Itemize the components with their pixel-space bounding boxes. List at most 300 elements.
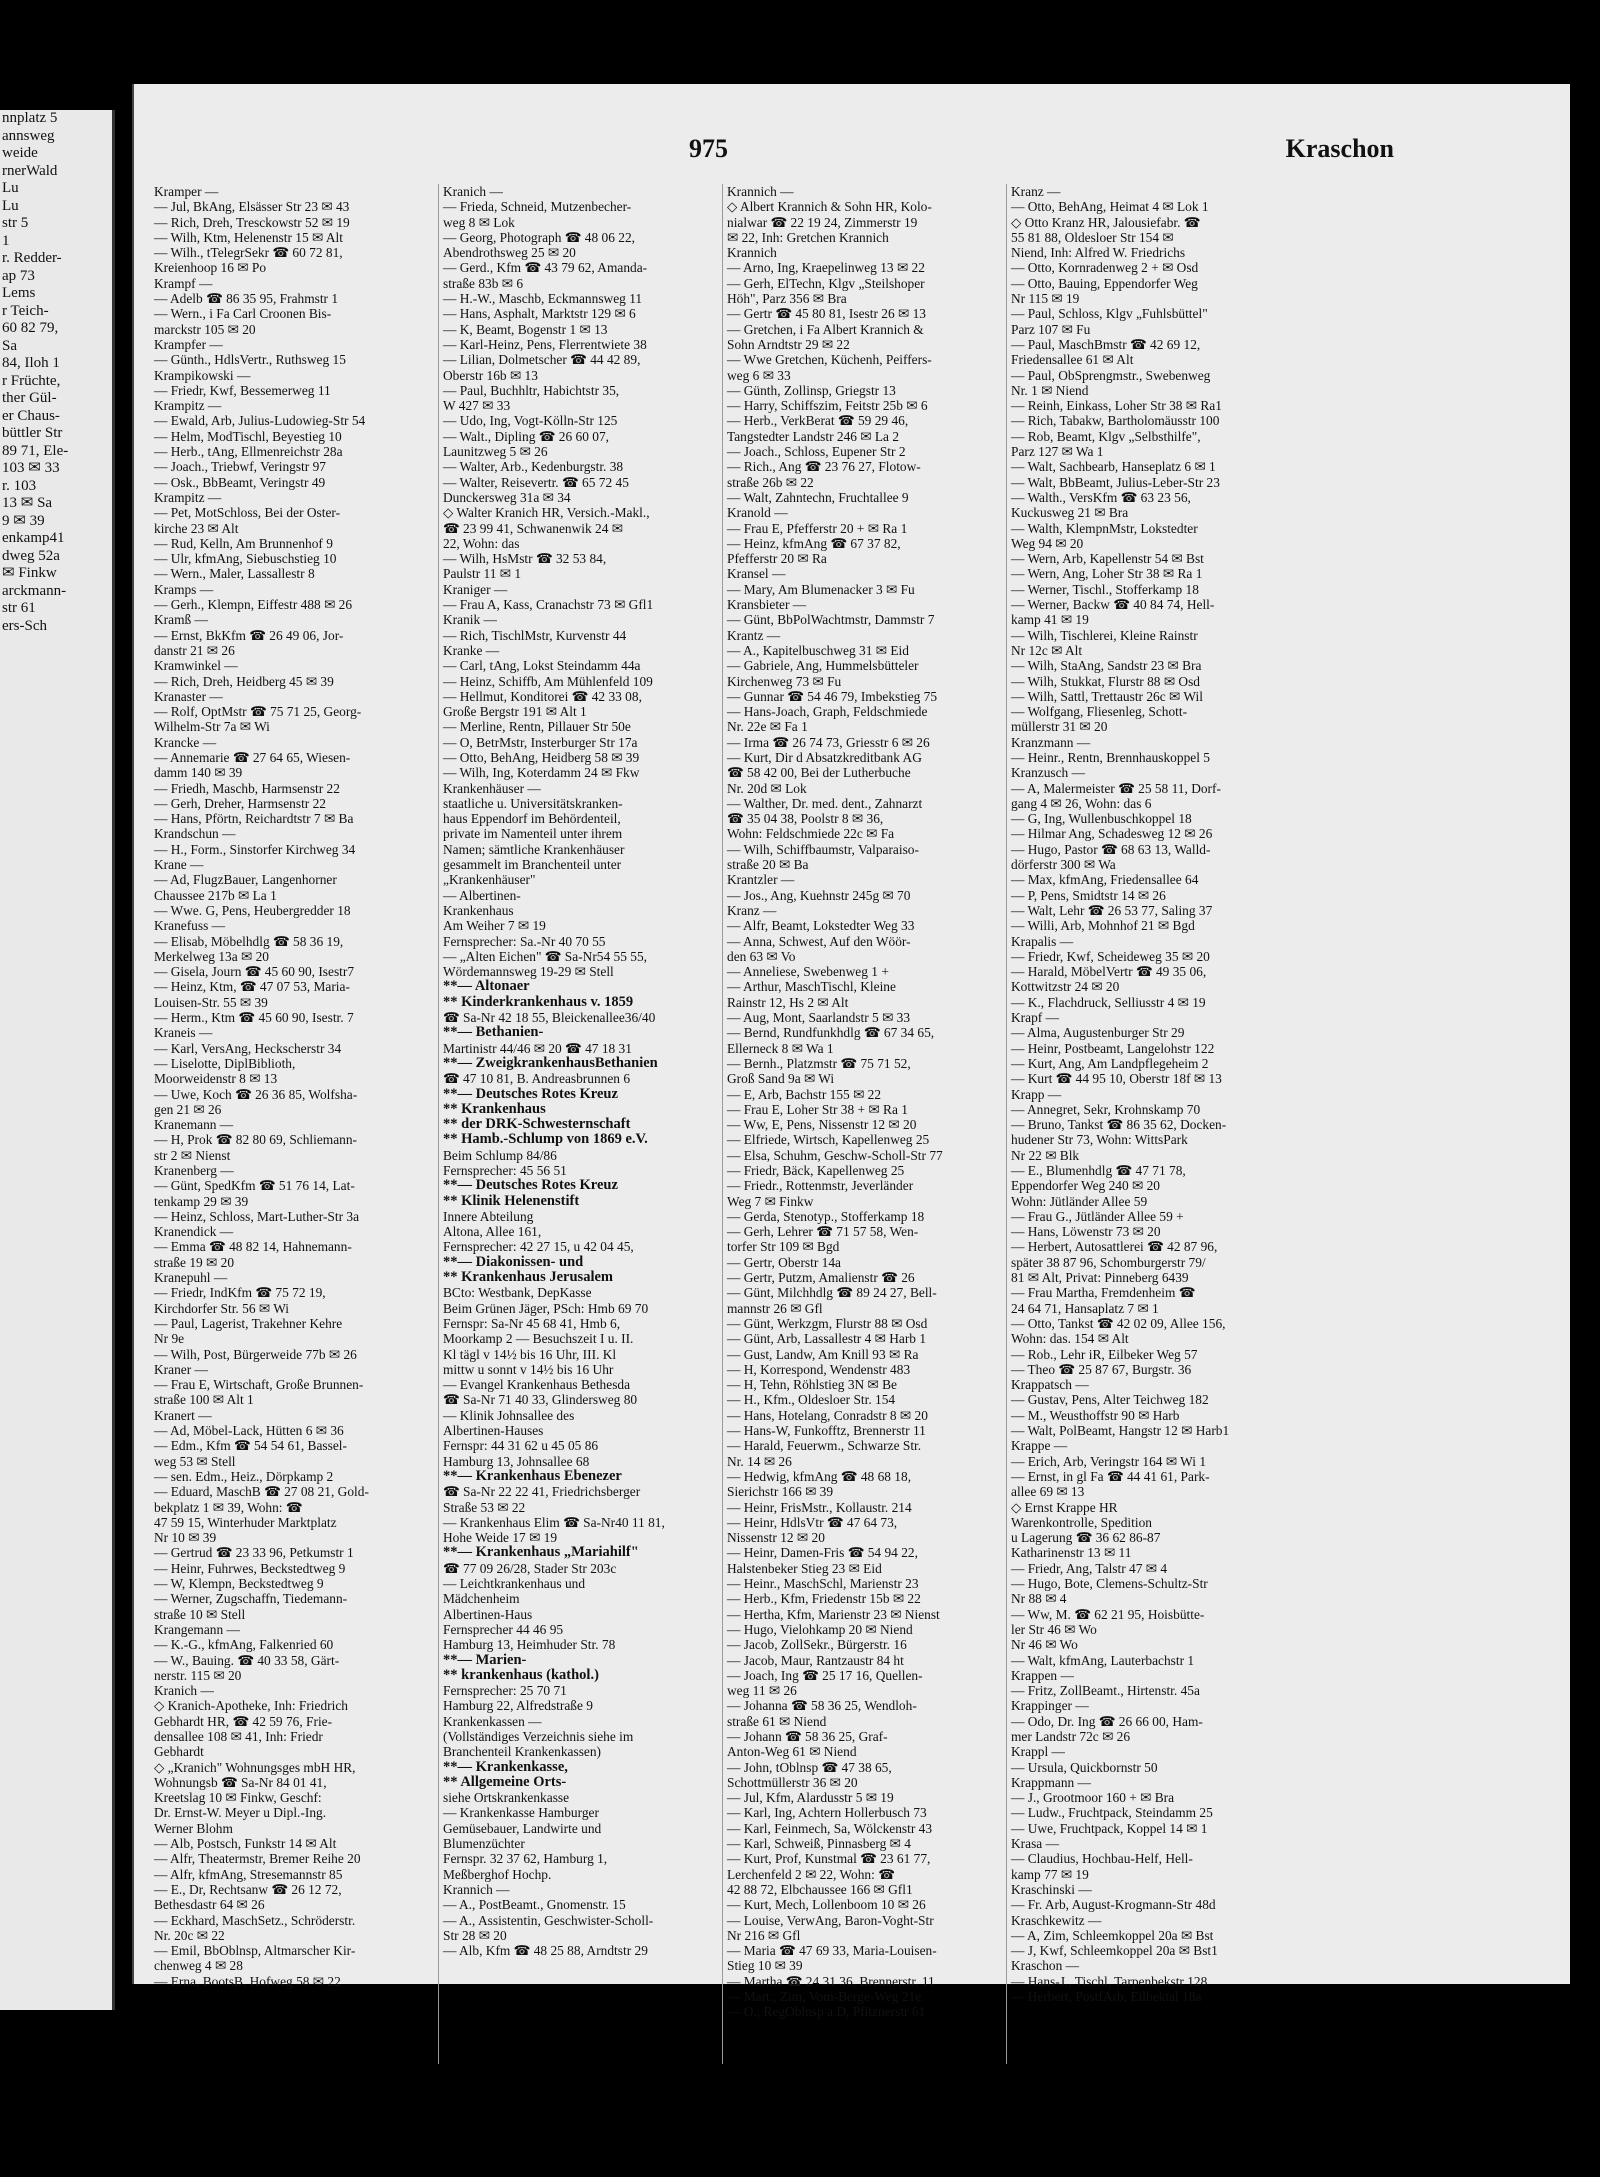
directory-entry-line: straße 20 ✉ Ba: [727, 857, 809, 873]
directory-entry-line: — Joach, Ing ☎ 25 17 16, Quellen-: [727, 1667, 923, 1683]
directory-entry-line: — Otto, Tankst ☎ 42 02 09, Allee 156,: [1011, 1315, 1226, 1331]
directory-entry-line: Krampf —: [154, 275, 213, 291]
directory-entry-line: straße 26b ✉ 22: [727, 474, 814, 490]
column-4: [1006, 184, 1286, 2064]
directory-entry-line: — Reinh, Einkass, Loher Str 38 ✉ Ra1: [1011, 398, 1222, 414]
directory-entry-line: Altona, Allee 161,: [443, 1224, 542, 1240]
directory-entry-line: Kranemann —: [154, 1117, 234, 1133]
directory-entry-line: Krampitz —: [154, 398, 222, 414]
directory-entry-line: — Johann ☎ 58 36 25, Graf-: [727, 1728, 888, 1744]
directory-entry-line: — Herb., Kfm, Friedenstr 15b ✉ 22: [727, 1591, 921, 1607]
directory-entry-line: — Günt, Werkzgm, Flurstr 88 ✉ Osd: [727, 1315, 928, 1331]
directory-entry-line: — Heinz, Schiffb, Am Mühlenfeld 109: [443, 673, 653, 689]
directory-entry-line: — Gerh, Lehrer ☎ 71 57 58, Wen-: [727, 1224, 919, 1240]
directory-entry-line: — Aug, Mont, Saarlandstr 5 ✉ 33: [727, 1010, 911, 1026]
directory-entry-line: — Alb, Postsch, Funkstr 14 ✉ Alt: [154, 1836, 337, 1852]
directory-entry-line: — Elisab, Möbelhdlg ☎ 58 36 19,: [154, 933, 344, 949]
directory-entry-line: — Ad, Möbel-Lack, Hütten 6 ✉ 36: [154, 1423, 344, 1439]
directory-entry-line: — Heinr, Postbeamt, Langelohstr 122: [1011, 1040, 1215, 1056]
directory-entry-line: — Annegret, Sekr, Krohnskamp 70: [1011, 1101, 1201, 1117]
directory-entry-line: — K., Flachdruck, Selliusstr 4 ✉ 19: [1011, 994, 1206, 1010]
directory-entry-line: Krampikowski —: [154, 367, 251, 383]
directory-entry-line: — Paul, Buchhltr, Habichtstr 35,: [443, 382, 620, 398]
directory-entry-line: Groß Sand 9a ✉ Wi: [727, 1071, 835, 1087]
directory-entry-line: — Friedr., Rottenmstr, Jeverländer: [727, 1178, 914, 1194]
directory-entry-line: Fernspr: Sa-Nr 45 68 41, Hmb 6,: [443, 1315, 621, 1331]
directory-entry-line: — Günt, SpedKfm ☎ 51 76 14, Lat-: [154, 1178, 355, 1194]
directory-entry-line: Parz 107 ✉ Fu: [1011, 321, 1091, 337]
facing-page-line: r. Redder-: [2, 250, 62, 266]
directory-entry-line: — Gust, Landw, Am Knill 93 ✉ Ra: [727, 1346, 919, 1362]
page-header: [134, 134, 1574, 174]
directory-entry-line: Kranz —: [727, 902, 777, 918]
directory-entry-line: nerstr. 115 ✉ 20: [154, 1667, 242, 1683]
directory-entry-line: bekplatz 1 ✉ 39, Wohn: ☎: [154, 1499, 303, 1515]
directory-entry-line: — Gerda, Stenotyp., Stofferkamp 18: [727, 1208, 925, 1224]
directory-entry-line: — Merline, Rentn, Pillauer Str 50e: [443, 719, 631, 735]
directory-entry-line: — Walt., Dipling ☎ 26 60 07,: [443, 428, 609, 444]
running-head: Kraschon: [1285, 134, 1394, 163]
directory-entry-line: — Arthur, MaschTischl, Kleine: [727, 979, 896, 995]
directory-entry-line: Am Weiher 7 ✉ 19: [443, 918, 546, 934]
directory-entry-line: Kranendick —: [154, 1224, 234, 1240]
directory-entry-line: — Wilh, Tischlerei, Kleine Rainstr: [1011, 627, 1198, 643]
directory-entry-line: — Heinr., Rentn, Brennhauskoppel 5: [1011, 749, 1210, 765]
directory-entry-line: Dr. Ernst-W. Meyer u Dipl.-Ing.: [154, 1805, 327, 1821]
directory-entry-line: **— Marien-: [443, 1651, 527, 1668]
directory-columns: [144, 184, 1264, 2054]
directory-entry-line: — Walt, Zahntechn, Fruchtallee 9: [727, 489, 909, 505]
directory-entry-line: — K, Beamt, Bogenstr 1 ✉ 13: [443, 321, 608, 337]
directory-entry-line: — Walt, kfmAng, Lauterbachstr 1: [1011, 1652, 1195, 1668]
directory-entry-line: — Wern, Arb, Kapellenstr 54 ✉ Bst: [1011, 551, 1204, 567]
directory-entry-line: — Wilh, Sattl, Trettaustr 26c ✉ Wil: [1011, 688, 1203, 704]
facing-page-line: rnerWald: [2, 162, 58, 179]
directory-entry-line: Kraniger —: [443, 581, 508, 597]
directory-entry-line: Dunckersweg 31a ✉ 34: [443, 489, 571, 505]
directory-entry-line: Kranz —: [1011, 184, 1061, 199]
directory-entry-line: — Gerh., Klempn, Eiffestr 488 ✉ 26: [154, 597, 353, 613]
directory-entry-line: torfer Str 109 ✉ Bgd: [727, 1239, 840, 1255]
directory-entry-line: — Karl, Feinmech, Sa, Wölckenstr 43: [727, 1820, 933, 1836]
directory-entry-line: — Louise, VerwAng, Baron-Voght-Str: [727, 1912, 934, 1928]
facing-page-line: er Chaus-: [2, 407, 60, 424]
directory-entry-line: Nr 10 ✉ 39: [154, 1530, 217, 1546]
directory-entry-line: — Gertr, Putzm, Amalienstr ☎ 26: [727, 1270, 915, 1286]
facing-page-line: ✉ Finkw: [2, 565, 57, 581]
facing-page-line: enkamp41: [2, 530, 65, 546]
facing-page-line: r. 103: [2, 477, 37, 494]
directory-entry-line: Fernspr: 44 31 62 u 45 05 86: [443, 1438, 599, 1454]
directory-entry-line: Wohn: Jütländer Allee 59: [1011, 1193, 1148, 1209]
directory-entry-line: W 427 ✉ 33: [443, 398, 511, 414]
directory-entry-line: — Heinz, kfmAng ☎ 67 37 82,: [727, 535, 901, 551]
facing-page-lines: [0, 110, 112, 635]
facing-page-line: weide: [2, 145, 38, 161]
directory-entry-line: — E, Arb, Bachstr 155 ✉ 22: [727, 1086, 882, 1102]
facing-page-line: r Teich-: [2, 302, 49, 319]
directory-entry-line: Krannich —: [727, 184, 794, 199]
directory-entry-line: — Jos., Ang, Kuehnstr 245g ✉ 70: [727, 887, 911, 903]
directory-entry-line: — M., Weusthoffstr 90 ✉ Harb: [1011, 1407, 1180, 1423]
directory-entry-line: marckstr 105 ✉ 20: [154, 321, 256, 337]
facing-page-line: Lems: [2, 285, 36, 301]
directory-entry-line: Krapp —: [1011, 1086, 1062, 1102]
directory-entry-line: — Heinr, FrisMstr., Kollaustr. 214: [727, 1499, 912, 1515]
directory-entry-line: Kreienhoop 16 ✉ Po: [154, 260, 267, 276]
facing-page-line: Sa: [2, 337, 17, 354]
directory-entry-line: — Krankenhaus Elim ☎ Sa-Nr40 11 81,: [443, 1514, 665, 1530]
directory-entry-line: Abendrothsweg 25 ✉ 20: [443, 245, 576, 261]
directory-entry-line: Krankenhaus: [443, 902, 514, 918]
directory-entry-line: Gebhardt: [154, 1744, 204, 1760]
directory-entry-line: — Frau Martha, Fremdenheim ☎: [1011, 1285, 1196, 1301]
column-3: [722, 184, 1002, 2064]
directory-entry-line: ** Krankenhaus: [443, 1100, 546, 1117]
directory-entry-line: — Heinr, Fuhrwes, Beckstedtweg 9: [154, 1560, 346, 1576]
facing-page-line: ers-Sch: [2, 617, 47, 634]
directory-entry-line: Beim Grünen Jäger, PSch: Hmb 69 70: [443, 1300, 649, 1316]
directory-entry-line: — Bruno, Tankst ☎ 86 35 62, Docken-: [1011, 1117, 1227, 1133]
directory-entry-line: **— Deutsches Rotes Kreuz: [443, 1085, 618, 1102]
directory-entry-line: Stieg 10 ✉ 39: [727, 1958, 803, 1974]
directory-entry-line: — Erich, Arb, Veringstr 164 ✉ Wi 1: [1011, 1453, 1207, 1469]
directory-entry-line: Paulstr 11 ✉ 1: [443, 566, 522, 582]
directory-entry-line: — O., RegOblnsp a.D, Pfitznerstr 61: [727, 2004, 926, 2020]
directory-entry-line: später 38 87 96, Schomburgerstr 79/: [1011, 1254, 1206, 1270]
directory-entry-line: — Karl, VersAng, Heckscherstr 34: [154, 1040, 342, 1056]
directory-entry-line: — Emil, BbOblnsp, Altmarscher Kir-: [154, 1943, 356, 1959]
directory-entry-line: ◇ Kranich-Apotheke, Inh: Friedrich: [154, 1698, 348, 1714]
directory-entry-line: densallee 108 ✉ 41, Inh: Friedr: [154, 1728, 323, 1744]
directory-entry-line: Sohn Arndtstr 29 ✉ 22: [727, 336, 850, 352]
directory-entry-line: — Heinr, HdlsVtr ☎ 47 64 73,: [727, 1514, 898, 1530]
directory-entry-line: Launitzweg 5 ✉ 26: [443, 444, 548, 460]
directory-entry-line: straße 19 ✉ 20: [154, 1254, 235, 1270]
directory-entry-line: — Liselotte, DiplBiblioth,: [154, 1055, 296, 1071]
directory-entry-line: gen 21 ✉ 26: [154, 1101, 222, 1117]
directory-entry-line: Krappe —: [1011, 1438, 1068, 1454]
directory-entry-line: — Karl, Schweiß, Pinnasberg ✉ 4: [727, 1836, 911, 1852]
directory-entry-line: Nr 216 ✉ Gfl: [727, 1927, 801, 1943]
directory-entry-line: — Herb., tAng, Ellmenreichstr 28a: [154, 444, 343, 460]
scan-border: [1570, 84, 1600, 1984]
directory-entry-line: — A., Assistentin, Geschwister-Scholl-: [443, 1912, 654, 1928]
directory-entry-line: ** Krankenhaus Jerusalem: [443, 1269, 613, 1286]
directory-entry-line: — Jacob, ZollSekr., Bürgerstr. 16: [727, 1637, 907, 1653]
directory-entry-line: 42 88 72, Elbchaussee 166 ✉ Gfl1: [727, 1881, 913, 1897]
directory-entry-line: Krappinger —: [1011, 1698, 1089, 1714]
facing-page-line: nnplatz 5: [2, 110, 58, 126]
directory-entry-line: — Günth, Zollinsp, Griegstr 13: [727, 382, 896, 398]
directory-entry-line: str 2 ✉ Nienst: [154, 1147, 231, 1163]
directory-entry-line: Moorkamp 2 — Besuchszeit I u. II.: [443, 1331, 634, 1347]
directory-entry-line: ** der DRK-Schwesternschaft: [443, 1116, 631, 1133]
directory-entry-line: — Elsa, Schuhm, Geschw-Scholl-Str 77: [727, 1147, 943, 1163]
directory-entry-line: — G, Ing, Wullenbuschkoppel 18: [1011, 811, 1192, 827]
directory-entry-line: — Wilh, StaAng, Sandstr 23 ✉ Bra: [1011, 658, 1202, 674]
directory-entry-line: 24 64 71, Hansaplatz 7 ✉ 1: [1011, 1300, 1159, 1316]
directory-entry-line: — W., Bauing. ☎ 40 33 58, Gärt-: [154, 1652, 340, 1668]
directory-entry-line: ☎ 35 04 38, Poolstr 8 ✉ 36,: [727, 811, 884, 827]
facing-page-line: 1: [2, 232, 10, 249]
directory-entry-line: — Klinik Johnsallee des: [443, 1407, 575, 1423]
facing-page-line: ther Gül-: [2, 390, 57, 406]
facing-page-line: 84, Iloh 1: [2, 355, 60, 371]
directory-entry-line: — Wilh, Post, Bürgerweide 77b ✉ 26: [154, 1346, 357, 1362]
directory-entry-line: Ellerneck 8 ✉ Wa 1: [727, 1040, 834, 1056]
directory-entry-line: — Leichtkrankenhaus und: [443, 1576, 586, 1592]
directory-entry-line: Bethesdastr 64 ✉ 26: [154, 1897, 265, 1913]
directory-entry-line: Kranzusch —: [1011, 765, 1085, 781]
directory-entry-line: — Adelb ☎ 86 35 95, Frahmstr 1: [154, 291, 339, 307]
directory-entry-line: — Harald, Feuerwm., Schwarze Str.: [727, 1438, 922, 1454]
directory-entry-line: — W, Klempn, Beckstedtweg 9: [154, 1576, 324, 1592]
directory-entry-line: — Krankenkasse Hamburger: [443, 1805, 599, 1821]
directory-entry-line: Wohn: das. 154 ✉ Alt: [1011, 1331, 1129, 1347]
directory-entry-line: — Frau E, Pfefferstr 20 + ✉ Ra 1: [727, 520, 908, 536]
directory-entry-line: mannstr 26 ✉ Gfl: [727, 1300, 823, 1316]
facing-page-fragment: [0, 110, 115, 2010]
directory-entry-line: — Otto, BehAng, Heimat 4 ✉ Lok 1: [1011, 199, 1209, 215]
directory-entry-line: **— Bethanien-: [443, 1024, 544, 1041]
directory-entry-line: — Mart., Zim, Vom-Berge-Weg 21e: [727, 1989, 922, 2005]
directory-entry-line: — Walth., VersKfm ☎ 63 23 56,: [1011, 489, 1191, 505]
directory-entry-line: — Edm., Kfm ☎ 54 54 61, Bassel-: [154, 1438, 347, 1454]
directory-entry-line: — Jul, Kfm, Alardusstr 5 ✉ 19: [727, 1790, 894, 1806]
directory-entry-line: — Claudius, Hochbau-Helf, Hell-: [1011, 1851, 1193, 1867]
directory-entry-line: — Carl, tAng, Lokst Steindamm 44a: [443, 658, 641, 674]
directory-entry-line: Kirchenweg 73 ✉ Fu: [727, 673, 842, 689]
directory-entry-line: Krandschun —: [154, 826, 236, 842]
directory-entry-line: Kranefuss —: [154, 918, 226, 934]
directory-entry-line: Kranich —: [154, 1683, 214, 1699]
directory-entry-line: Hohe Weide 17 ✉ 19: [443, 1530, 558, 1546]
directory-entry-line: ✉ 22, Inh: Gretchen Krannich: [727, 229, 889, 245]
directory-entry-line: — Otto, Kornradenweg 2 + ✉ Osd: [1011, 260, 1199, 276]
facing-page-line: Lu: [2, 180, 19, 196]
page-number: 975: [689, 134, 728, 163]
directory-entry-line: — Rich, TischlMstr, Kurvenstr 44: [443, 627, 627, 643]
directory-entry-line: Kreetslag 10 ✉ Finkw, Geschf:: [154, 1790, 322, 1806]
directory-entry-line: ◇ „Kranich" Wohnungsges mbH HR,: [154, 1759, 356, 1775]
directory-entry-line: ** krankenhaus (kathol.): [443, 1666, 599, 1683]
directory-entry-line: — Annemarie ☎ 27 64 65, Wiesen-: [154, 749, 351, 765]
directory-entry-line: Moorweidenstr 8 ✉ 13: [154, 1071, 278, 1087]
directory-entry-line: Weg 94 ✉ 20: [1011, 535, 1084, 551]
directory-entry-line: Halstenbeker Stieg 23 ✉ Eid: [727, 1560, 882, 1576]
directory-entry-line: — Friedr, Kwf, Bessemerweg 11: [154, 382, 331, 398]
facing-page-line: dweg 52a: [2, 547, 60, 564]
directory-entry-line: hudener Str 73, Wohn: WittsPark: [1011, 1132, 1188, 1148]
directory-entry-line: — J., Grootmoor 160 + ✉ Bra: [1011, 1790, 1175, 1806]
directory-entry-line: Friedensallee 61 ✉ Alt: [1011, 352, 1134, 368]
directory-entry-line: Krankenkassen —: [443, 1713, 542, 1729]
directory-entry-line: — Rob., Lehr iR, Eilbeker Weg 57: [1011, 1346, 1198, 1362]
directory-entry-line: Nr. 20d ✉ Lok: [727, 780, 807, 796]
directory-entry-line: Krappmann —: [1011, 1774, 1091, 1790]
directory-entry-line: — Gabriele, Ang, Hummelsbütteler: [727, 658, 919, 674]
directory-entry-line: Große Bergstr 191 ✉ Alt 1: [443, 704, 587, 720]
directory-entry-line: Krannich: [727, 245, 777, 261]
directory-entry-line: Nr. 1 ✉ Niend: [1011, 382, 1089, 398]
directory-entry-line: weg 6 ✉ 33: [727, 367, 791, 383]
directory-entry-line: Krappl —: [1011, 1744, 1065, 1760]
directory-entry-line: — Rud, Kelln, Am Brunnenhof 9: [154, 535, 333, 551]
directory-entry-line: ** Klinik Helenenstift: [443, 1192, 580, 1209]
directory-entry-line: **— Krankenhaus Ebenezer: [443, 1467, 622, 1484]
directory-entry-line: — Friedr, IndKfm ☎ 75 72 19,: [154, 1285, 326, 1301]
directory-entry-line: den 63 ✉ Vo: [727, 948, 796, 964]
directory-entry-line: — Willi, Arb, Mohnhof 21 ✉ Bgd: [1011, 918, 1195, 934]
directory-entry-line: — Hans-W, Funkofftz, Brennerstr 11: [727, 1423, 926, 1439]
directory-entry-line: — Karl-Heinz, Pens, Flerrentwiete 38: [443, 336, 647, 352]
directory-entry-line: — Ewald, Arb, Julius-Ludowieg-Str 54: [154, 413, 366, 429]
directory-entry-line: — H., Form., Sinstorfer Kirchweg 34: [154, 841, 356, 857]
directory-entry-line: Kirchdorfer Str. 56 ✉ Wi: [154, 1300, 290, 1316]
directory-entry-line: Höh", Parz 356 ✉ Bra: [727, 291, 847, 307]
directory-entry-line: Straße 53 ✉ 22: [443, 1499, 526, 1515]
column-1: [154, 184, 429, 2064]
directory-entry-line: — Arno, Ing, Kraepelinweg 13 ✉ 22: [727, 260, 925, 276]
directory-entry-line: — Werner, Zugschaffn, Tiedemann-: [154, 1591, 348, 1607]
directory-entry-line: allee 69 ✉ 13: [1011, 1484, 1085, 1500]
directory-entry-line: Krapf —: [1011, 1010, 1059, 1026]
directory-entry-line: — H.-W., Maschb, Eckmannsweg 11: [443, 291, 643, 307]
directory-entry-line: — Fr. Arb, August-Krogmann-Str 48d: [1011, 1897, 1216, 1913]
directory-entry-line: — Hugo, Vielohkamp 20 ✉ Niend: [727, 1621, 913, 1637]
directory-entry-line: — Rich, Dreh, Tresckowstr 52 ✉ 19: [154, 214, 350, 230]
directory-entry-line: „Krankenhäuser": [443, 872, 536, 888]
directory-entry-line: Branchenteil Krankenkassen): [443, 1744, 602, 1760]
directory-entry-line: Nr 88 ✉ 4: [1011, 1591, 1067, 1607]
directory-entry-line: Wohn: Feldschmiede 22c ✉ Fa: [727, 826, 895, 842]
directory-entry-line: — Rolf, OptMstr ☎ 75 71 25, Georg-: [154, 704, 362, 720]
directory-entry-line: — Gustav, Pens, Alter Teichweg 182: [1011, 1392, 1209, 1408]
directory-entry-line: — Hans, Hotelang, Conradstr 8 ✉ 20: [727, 1407, 928, 1423]
directory-entry-line: Kranke —: [443, 642, 500, 658]
directory-entry-line: Fernsprecher: 42 27 15, u 42 04 45,: [443, 1239, 634, 1255]
directory-entry-line: BCto: Westbank, DepKasse: [443, 1285, 592, 1301]
directory-entry-line: Krane —: [154, 857, 204, 873]
directory-entry-line: Kuckusweg 21 ✉ Bra: [1011, 505, 1129, 521]
directory-entry-line: — H, Prok ☎ 82 80 69, Schliemann-: [154, 1132, 358, 1148]
directory-entry-line: **— Krankenkasse,: [443, 1758, 568, 1775]
facing-page-line: 13 ✉ Sa: [2, 495, 53, 511]
directory-entry-line: — Günth., HdlsVertr., Ruthsweg 15: [154, 352, 346, 368]
directory-entry-line: Fernsprecher 44 46 95: [443, 1621, 564, 1637]
directory-entry-line: — Günt, BbPolWachtmstr, Dammstr 7: [727, 612, 935, 628]
directory-entry-line: — Joach., Triebwf, Veringstr 97: [154, 459, 326, 475]
directory-entry-line: Krampfer —: [154, 336, 223, 352]
directory-entry-line: — Paul, ObSprengmstr., Swebenweg: [1011, 367, 1211, 383]
directory-entry-line: Hamburg 13, Johnsallee 68: [443, 1453, 590, 1469]
directory-entry-line: **— ZweigkrankenhausBethanien: [443, 1054, 658, 1071]
directory-entry-line: Krappatsch —: [1011, 1377, 1089, 1393]
directory-entry-line: Oberstr 16b ✉ 13: [443, 367, 538, 383]
directory-entry-line: Krapalis —: [1011, 933, 1074, 949]
directory-entry-line: — Kurt ☎ 44 95 10, Oberstr 18f ✉ 13: [1011, 1071, 1222, 1087]
facing-page-line: 103 ✉ 33: [2, 460, 60, 476]
directory-entry-line: — H, Korrespond, Wendenstr 483: [727, 1361, 911, 1377]
directory-entry-line: — Gisela, Journ ☎ 45 60 90, Isestr7: [154, 964, 355, 980]
directory-entry-line: **— Deutsches Rotes Kreuz: [443, 1177, 618, 1194]
directory-entry-line: — Frieda, Schneid, Mutzenbecher-: [443, 199, 632, 215]
directory-entry-line: Kraschkewitz —: [1011, 1912, 1102, 1928]
directory-entry-line: — Paul, Lagerist, Trakehner Kehre: [154, 1315, 343, 1331]
directory-entry-line: chenweg 4 ✉ 28: [154, 1958, 243, 1974]
directory-entry-line: Wohnungsb ☎ Sa-Nr 84 01 41,: [154, 1774, 327, 1790]
directory-entry-line: Fernsprecher: Sa.-Nr 40 70 55: [443, 933, 606, 949]
directory-entry-line: — Gerh, Dreher, Harmsenstr 22: [154, 795, 326, 811]
directory-entry-line: — Alfr, kfmAng, Stresemannstr 85: [154, 1866, 343, 1882]
directory-entry-line: — Gerd., Kfm ☎ 43 79 62, Amanda-: [443, 260, 648, 276]
directory-entry-line: — Osk., BbBeamt, Veringstr 49: [154, 474, 326, 490]
directory-entry-line: — Gunnar ☎ 54 46 79, Imbekstieg 75: [727, 688, 938, 704]
directory-entry-line: — Wilh, Stukkat, Flurstr 88 ✉ Osd: [1011, 673, 1200, 689]
directory-entry-line: — P, Pens, Smidtstr 14 ✉ 26: [1011, 887, 1166, 903]
directory-entry-line: Kl tägl v 14½ bis 16 Uhr, III. Kl: [443, 1346, 617, 1362]
directory-entry-line: — A, Zim, Schleemkoppel 20a ✉ Bst: [1011, 1927, 1214, 1943]
directory-entry-line: — Gerh, ElTechn, Klgv „Steilshoper: [727, 275, 925, 291]
directory-entry-line: — Heinz, Ktm, ☎ 47 07 53, Maria-: [154, 979, 350, 995]
directory-entry-line: — Kurt, Ang, Am Landpflegeheim 2: [1011, 1055, 1209, 1071]
directory-entry-line: — Kurt, Dir d Absatzkreditbank AG: [727, 749, 922, 765]
directory-entry-line: — Werner, Tischl., Stofferkamp 18: [1011, 581, 1199, 597]
directory-entry-line: — Walter, Arb., Kedenburgstr. 38: [443, 459, 624, 475]
directory-entry-line: Sierichstr 166 ✉ 39: [727, 1484, 834, 1500]
directory-entry-line: — Uwe, Koch ☎ 26 36 85, Wolfsha-: [154, 1086, 358, 1102]
directory-entry-line: — Odo, Dr. Ing ☎ 26 66 00, Ham-: [1011, 1713, 1203, 1729]
directory-entry-line: Kraner —: [154, 1361, 208, 1377]
directory-entry-line: — Gertr, Oberstr 14a: [727, 1254, 841, 1270]
directory-entry-line: mer Landstr 72c ✉ 26: [1011, 1728, 1131, 1744]
directory-entry-line: Schottmüllerstr 36 ✉ 20: [727, 1774, 858, 1790]
directory-entry-line: — K.-G., kfmAng, Falkenried 60: [154, 1637, 334, 1653]
directory-entry-line: Nissenstr 12 ✉ 20: [727, 1530, 825, 1546]
directory-entry-line: Rainstr 12, Hs 2 ✉ Alt: [727, 994, 849, 1010]
directory-entry-line: Nr 12c ✉ Alt: [1011, 642, 1083, 658]
directory-entry-line: kamp 41 ✉ 19: [1011, 612, 1089, 628]
facing-page-line: r Früchte,: [2, 372, 61, 389]
directory-entry-line: — Kurt, Prof, Kunstmal ☎ 23 61 77,: [727, 1851, 931, 1867]
directory-entry-line: — Rob, Beamt, Klgv „Selbsthilfe",: [1011, 428, 1201, 444]
directory-entry-line: Albertinen-Hauses: [443, 1423, 544, 1439]
directory-entry-line: — Mary, Am Blumenacker 3 ✉ Fu: [727, 581, 915, 597]
directory-entry-line: Hamburg 13, Heimhuder Str. 78: [443, 1637, 616, 1653]
directory-entry-line: — Alma, Augustenburger Str 29: [1011, 1025, 1185, 1041]
directory-entry-line: — Herbert, PostfArb, Eilbektal 18a: [1011, 1989, 1202, 2005]
directory-entry-line: Kranepuhl —: [154, 1270, 228, 1286]
directory-entry-line: Kranich —: [443, 184, 503, 199]
directory-entry-line: — Johanna ☎ 58 36 25, Wendloh-: [727, 1698, 917, 1714]
directory-entry-line: — Walt, BbBeamt, Julius-Leber-Str 23: [1011, 474, 1220, 490]
directory-entry-line: — Paul, MaschBmstr ☎ 42 69 12,: [1011, 336, 1201, 352]
directory-entry-line: Str 28 ✉ 20: [443, 1927, 507, 1943]
directory-entry-line: Beim Schlump 84/86: [443, 1147, 557, 1163]
directory-entry-line: Hamburg 22, Alfredstraße 9: [443, 1698, 593, 1714]
directory-entry-line: Lerchenfeld 2 ✉ 22, Wohn: ☎: [727, 1866, 895, 1882]
directory-entry-line: ◇ Albert Krannich & Sohn HR, Kolo-: [727, 199, 932, 215]
directory-entry-line: Kranold —: [727, 505, 788, 521]
directory-entry-line: Meßberghof Hochp.: [443, 1866, 552, 1882]
directory-entry-line: — A., Kapitelbuschweg 31 ✉ Eid: [727, 642, 909, 658]
directory-entry-line: Gemüsebauer, Landwirte und: [443, 1820, 602, 1836]
directory-entry-line: — Ww, E, Pens, Nissenstr 12 ✉ 20: [727, 1117, 917, 1133]
directory-entry-line: — Jul, BkAng, Elsässer Str 23 ✉ 43: [154, 199, 350, 215]
directory-entry-line: — Herbert, Autosattlerei ☎ 42 87 96,: [1011, 1239, 1218, 1255]
directory-entry-line: — Albertinen-: [443, 887, 521, 903]
